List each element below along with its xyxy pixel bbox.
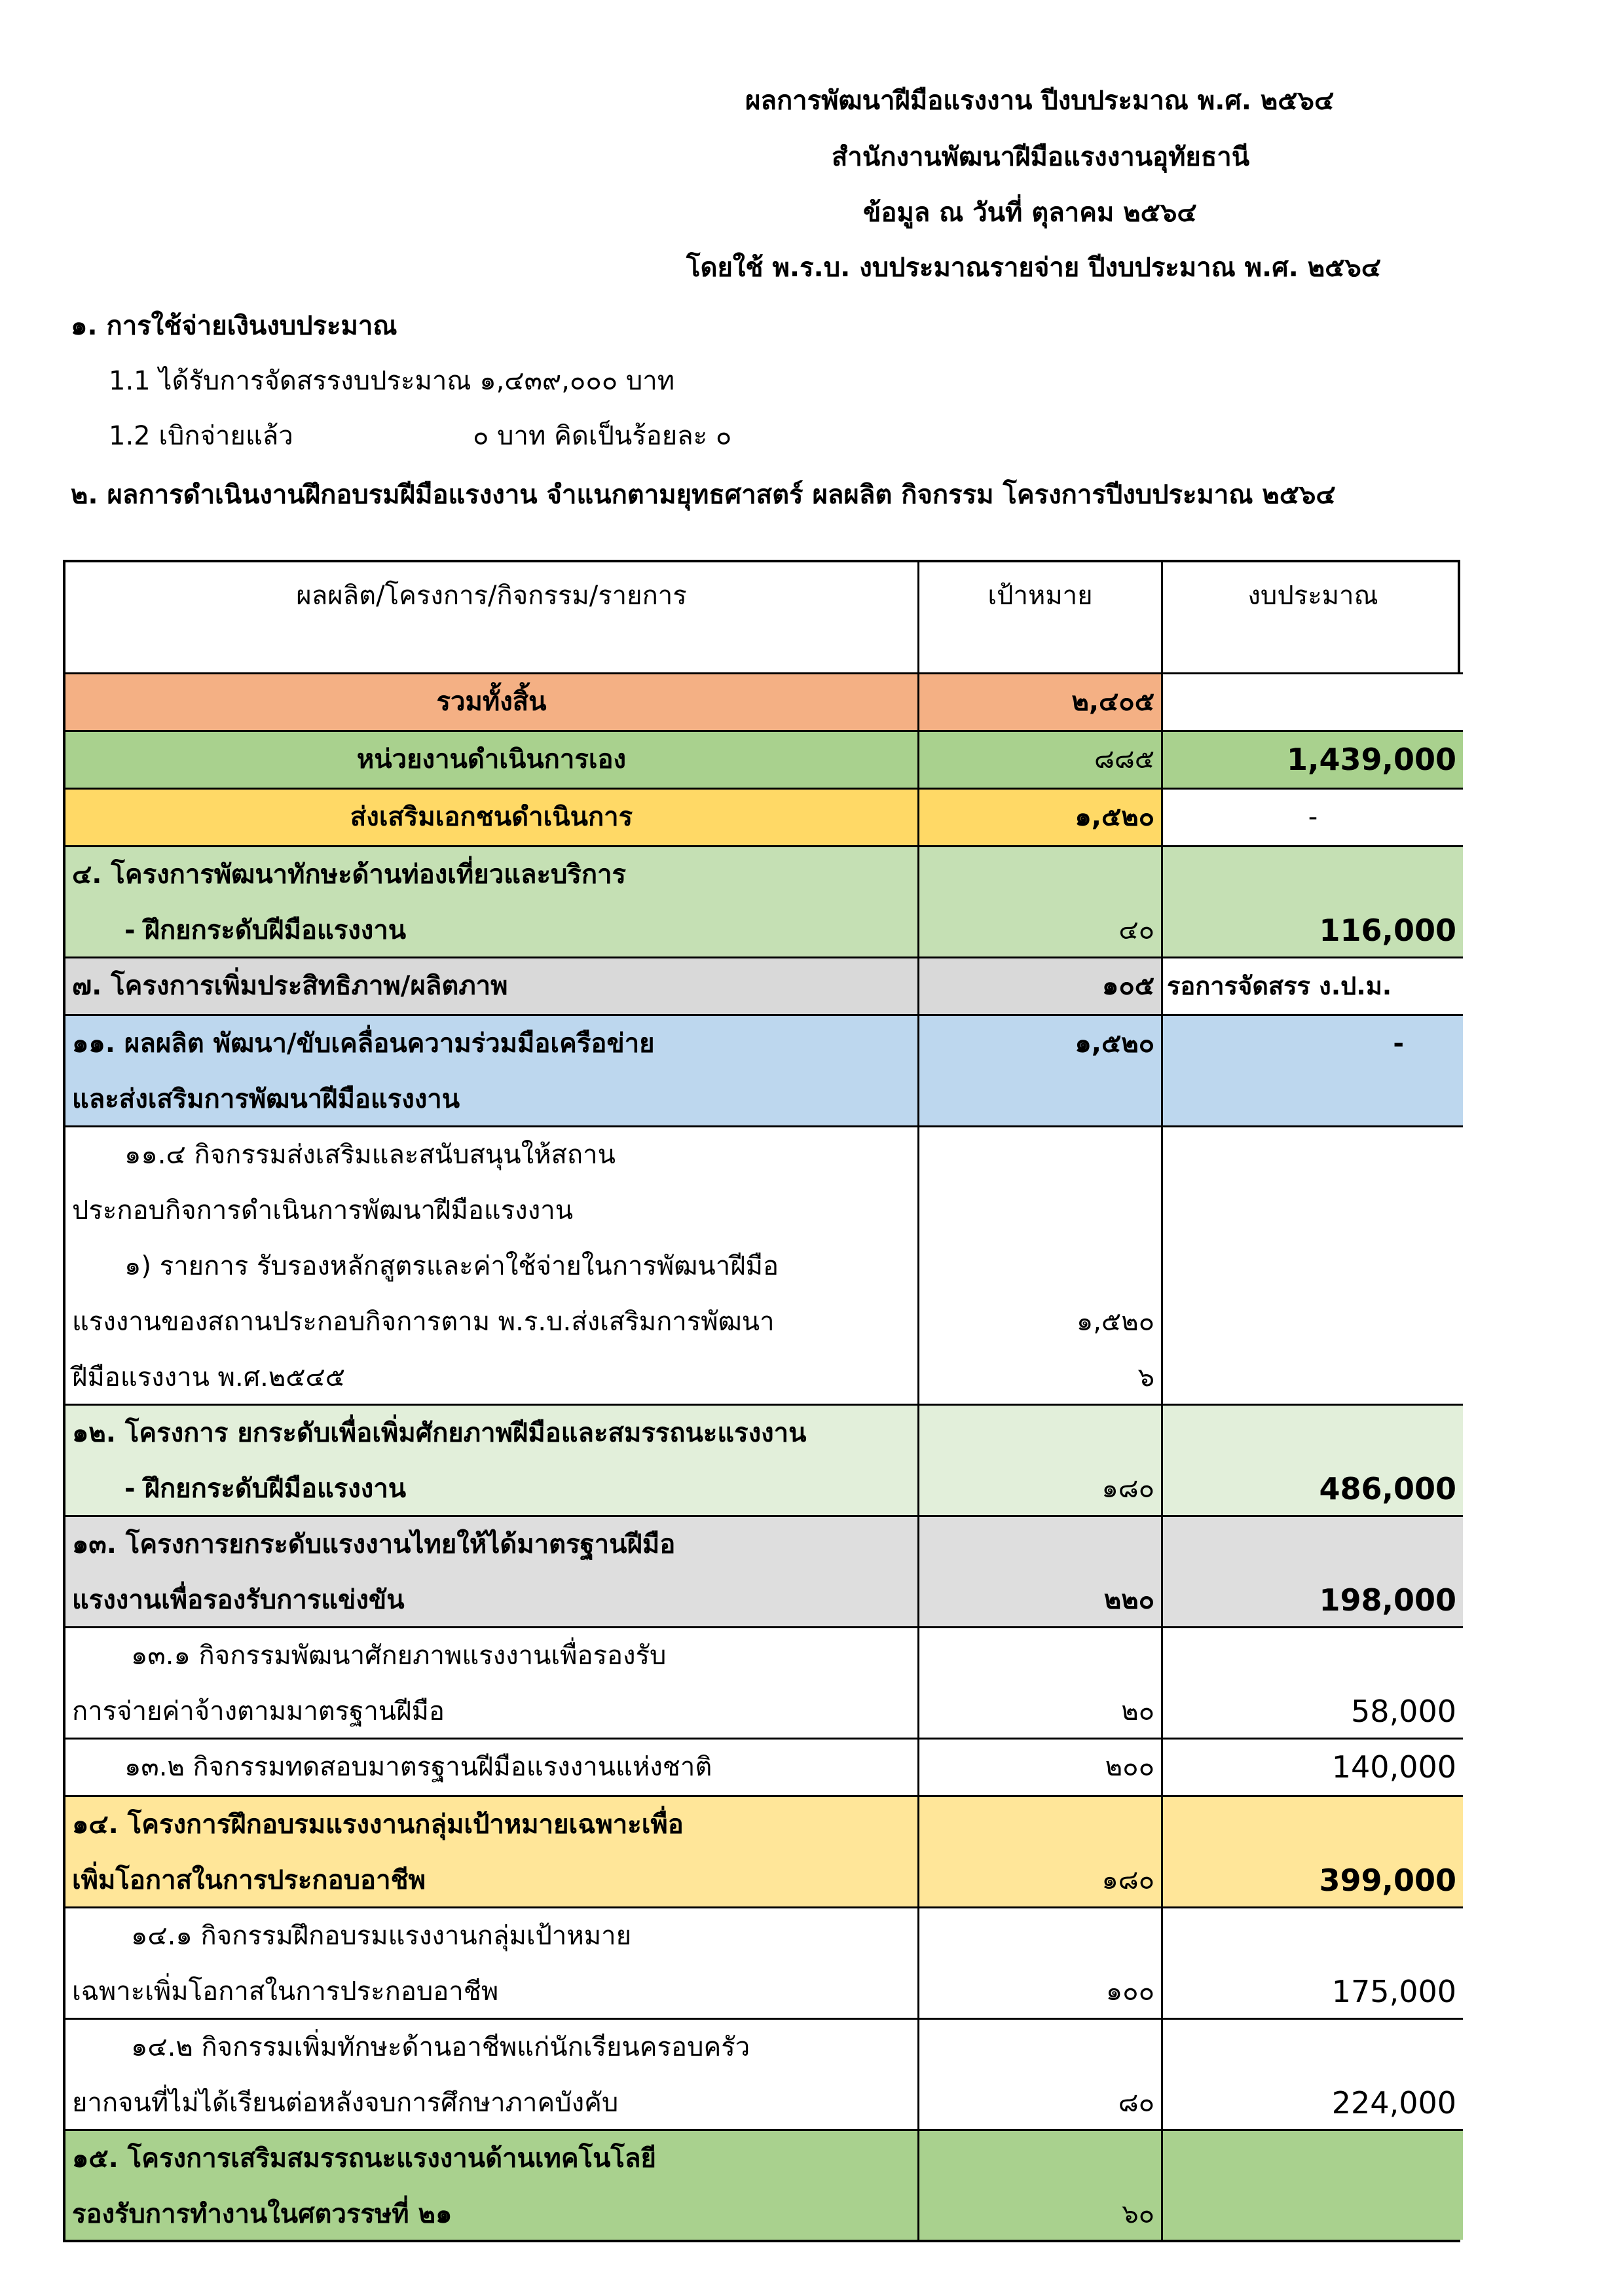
row-14-budget: 399,000: [1319, 1863, 1456, 1898]
row-tourism-line1: ๔. โครงการพัฒนาทักษะด้านท่องเที่ยวและบริการ: [72, 860, 627, 890]
results-table: [63, 560, 1460, 2242]
row-private-target: ๑,๕๒๐: [919, 790, 1163, 847]
row-network-budget: -: [1393, 1029, 1404, 1059]
row-12-target: ๑๘๐: [1101, 1474, 1154, 1504]
row-14-1-line1: ๑๔.๑ กิจกรรมฝึกอบรมแรงงานกลุ่มเป้าหมาย: [131, 1921, 632, 1951]
row-15-line1: ๑๕. โครงการเสริมสมรรถนะแรงงานด้านเทคโนโลยี: [72, 2143, 656, 2174]
report-office: สำนักงานพัฒนาฝีมือแรงงานอุทัยธานี: [832, 142, 1250, 172]
row-13-1-line2: การจ่ายค่าจ้างตามมาตรฐานฝีมือ: [72, 1696, 445, 1726]
row-14-2-target-cell: [919, 2020, 1163, 2131]
row-12-target-cell: [919, 1406, 1163, 1517]
row-total-budget: [1163, 674, 1463, 732]
section1-item1: 1.1 ได้รับการจัดสรรงบประมาณ ๑,๔๓๙,๐๐๐ บาท: [109, 366, 675, 396]
row-13-2-target: ๒๐๐: [919, 1740, 1163, 1797]
row-13-1-budget-cell: [1163, 1628, 1463, 1740]
row-13-2-budget: 140,000: [1163, 1740, 1463, 1797]
row-14-2-label: [65, 2020, 919, 2131]
row-productivity-target: ๑๐๕: [919, 958, 1163, 1016]
row-tourism-target-cell: [919, 847, 1163, 958]
row-14-1-budget: 175,000: [1331, 1974, 1456, 2009]
row-13-1-target-cell: [919, 1628, 1163, 1740]
row-productivity-budget: รอการจัดสรร ง.ป.ม.: [1163, 958, 1463, 1016]
row-13-target: ๒๒๐: [1103, 1585, 1154, 1615]
row-tourism-budget: 116,000: [1319, 913, 1456, 948]
row-tourism-target: ๔๐: [1118, 915, 1154, 945]
row-11-4-line4: แรงงานของสถานประกอบกิจการตาม พ.ร.บ.ส่งเสริมการพัฒนา: [72, 1307, 775, 1337]
col-header-budget: งบประมาณ: [1163, 562, 1463, 674]
row-network-label: [65, 1016, 919, 1127]
section1-title: ๑. การใช้จ่ายเงินงบประมาณ: [71, 311, 397, 341]
row-13-target-cell: [919, 1517, 1163, 1628]
row-12-line2: - ฝึกยกระดับฝีมือแรงงาน: [124, 1474, 407, 1504]
row-tourism-line2: - ฝึกยกระดับฝีมือแรงงาน: [124, 915, 407, 945]
row-14-2-line1: ๑๔.๒ กิจกรรมเพิ่มทักษะด้านอาชีพแก่นักเรียนครอบครัว: [131, 2032, 750, 2062]
row-14-2-budget: 224,000: [1331, 2085, 1456, 2121]
row-network-line1: ๑๑. ผลผลิต พัฒนา/ขับเคลื่อนความร่วมมือเครือข่าย: [72, 1029, 655, 1059]
row-11-4-line2: ประกอบกิจการดำเนินการพัฒนาฝีมือแรงงาน: [72, 1195, 574, 1226]
row-total-label: รวมทั้งสิ้น: [65, 674, 919, 732]
row-12-label: [65, 1406, 919, 1517]
row-11-4-target2: ๖: [1137, 1362, 1154, 1393]
row-13-1-budget: 58,000: [1351, 1694, 1456, 1729]
row-14-target-cell: [919, 1797, 1163, 1908]
row-14-1-budget-cell: [1163, 1908, 1463, 2020]
row-11-4-target-cell: [919, 1127, 1163, 1406]
row-11-4-line1: ๑๑.๔ กิจกรรมส่งเสริมและสนับสนุนให้สถาน: [124, 1140, 616, 1170]
row-11-4-line5: ฝีมือแรงงาน พ.ศ.๒๕๔๕: [72, 1362, 346, 1393]
row-11-4-label: [65, 1127, 919, 1406]
row-12-budget: 486,000: [1319, 1471, 1456, 1506]
row-14-2-budget-cell: [1163, 2020, 1463, 2131]
row-total-target: ๒,๔๐๕: [919, 674, 1163, 732]
row-13-budget-cell: [1163, 1517, 1463, 1628]
row-13-1-label: [65, 1628, 919, 1740]
row-13-label: [65, 1517, 919, 1628]
row-13-1-line1: ๑๓.๑ กิจกรรมพัฒนาศักยภาพแรงงานเพื่อรองรับ: [131, 1641, 667, 1671]
row-tourism-budget-cell: [1163, 847, 1463, 958]
row-14-label: [65, 1797, 919, 1908]
row-private-budget: -: [1163, 790, 1463, 847]
row-14-1-target: ๑๐๐: [1105, 1977, 1154, 2007]
row-14-2-line2: ยากจนที่ไม่ได้เรียนต่อหลังจบการศึกษาภาคบังคับ: [72, 2088, 619, 2118]
section2-title: ๒. ผลการดำเนินงานฝึกอบรมฝีมือแรงงาน จำแนกตามยุทธศาสตร์ ผลผลิต กิจกรรม โครงการปีงบประมาณ ๒๕๖๔: [71, 480, 1336, 510]
row-12-line1: ๑๒. โครงการ ยกระดับเพื่อเพิ่มศักยภาพฝีมือและสมรรถนะแรงงาน: [72, 1418, 807, 1448]
row-tourism-label: [65, 847, 919, 958]
row-13-1-target: ๒๐: [1121, 1696, 1154, 1726]
row-own-target: ๘๘๕: [919, 732, 1163, 790]
row-15-budget: [1163, 2131, 1463, 2240]
row-own-budget: 1,439,000: [1163, 732, 1463, 790]
row-network-target: ๑,๕๒๐: [1075, 1029, 1154, 1059]
row-14-2-target: ๘๐: [1118, 2088, 1154, 2118]
row-13-line1: ๑๓. โครงการยกระดับแรงงานไทยให้ได้มาตรฐานฝีมือ: [72, 1529, 676, 1559]
row-13-budget: 198,000: [1319, 1582, 1456, 1618]
row-network-line2: และส่งเสริมการพัฒนาฝีมือแรงงาน: [72, 1084, 460, 1114]
row-14-line1: ๑๔. โครงการฝึกอบรมแรงงานกลุ่มเป้าหมายเฉพาะเพื่อ: [72, 1810, 684, 1840]
row-13-2-label: ๑๓.๒ กิจกรรมทดสอบมาตรฐานฝีมือแรงงานแห่งชาติ: [65, 1740, 919, 1797]
row-14-1-label: [65, 1908, 919, 2020]
row-15-line2: รองรับการทำงานในศตวรรษที่ ๒๑: [72, 2199, 452, 2229]
report-date: ข้อมูล ณ วันที่ ตุลาคม ๒๕๖๔: [863, 198, 1197, 228]
row-14-line2: เพิ่มโอกาสในการประกอบอาชีพ: [72, 1865, 426, 1895]
row-14-1-line2: เฉพาะเพิ่มโอกาสในการประกอบอาชีพ: [72, 1977, 499, 2007]
row-network-budget-cell: [1163, 1016, 1463, 1127]
row-15-target: ๖๐: [1122, 2199, 1154, 2229]
section1-item2-value: ๐ บาท คิดเป็นร้อยละ ๐: [473, 421, 732, 451]
report-title: ผลการพัฒนาฝีมือแรงงาน ปีงบประมาณ พ.ศ. ๒๕๖๔: [745, 86, 1335, 116]
row-13-line2: แรงงานเพื่อรองรับการแข่งขัน: [72, 1585, 405, 1615]
row-11-4-line3: ๑) รายการ รับรองหลักสูตรและค่าใช้จ่ายในการพัฒนาฝีมือ: [124, 1251, 779, 1281]
col-header-item: ผลผลิต/โครงการ/กิจกรรม/รายการ: [65, 562, 919, 674]
section1-item2-label: 1.2 เบิกจ่ายแล้ว: [109, 421, 293, 451]
row-private-label: ส่งเสริมเอกชนดำเนินการ: [65, 790, 919, 847]
row-14-budget-cell: [1163, 1797, 1463, 1908]
row-14-1-target-cell: [919, 1908, 1163, 2020]
row-productivity-label: ๗. โครงการเพิ่มประสิทธิภาพ/ผลิตภาพ: [65, 958, 919, 1016]
row-15-target-cell: [919, 2131, 1163, 2240]
row-11-4-budget: [1163, 1127, 1463, 1406]
row-12-budget-cell: [1163, 1406, 1463, 1517]
row-15-label: [65, 2131, 919, 2240]
report-basis: โดยใช้ พ.ร.บ. งบประมาณรายจ่าย ปีงบประมาณ พ.ศ. ๒๕๖๔: [686, 253, 1382, 283]
row-network-target-cell: [919, 1016, 1163, 1127]
row-14-target: ๑๘๐: [1101, 1865, 1154, 1895]
col-header-target: เป้าหมาย: [919, 562, 1163, 674]
row-11-4-target1: ๑,๕๒๐: [1076, 1307, 1154, 1337]
row-own-label: หน่วยงานดำเนินการเอง: [65, 732, 919, 790]
